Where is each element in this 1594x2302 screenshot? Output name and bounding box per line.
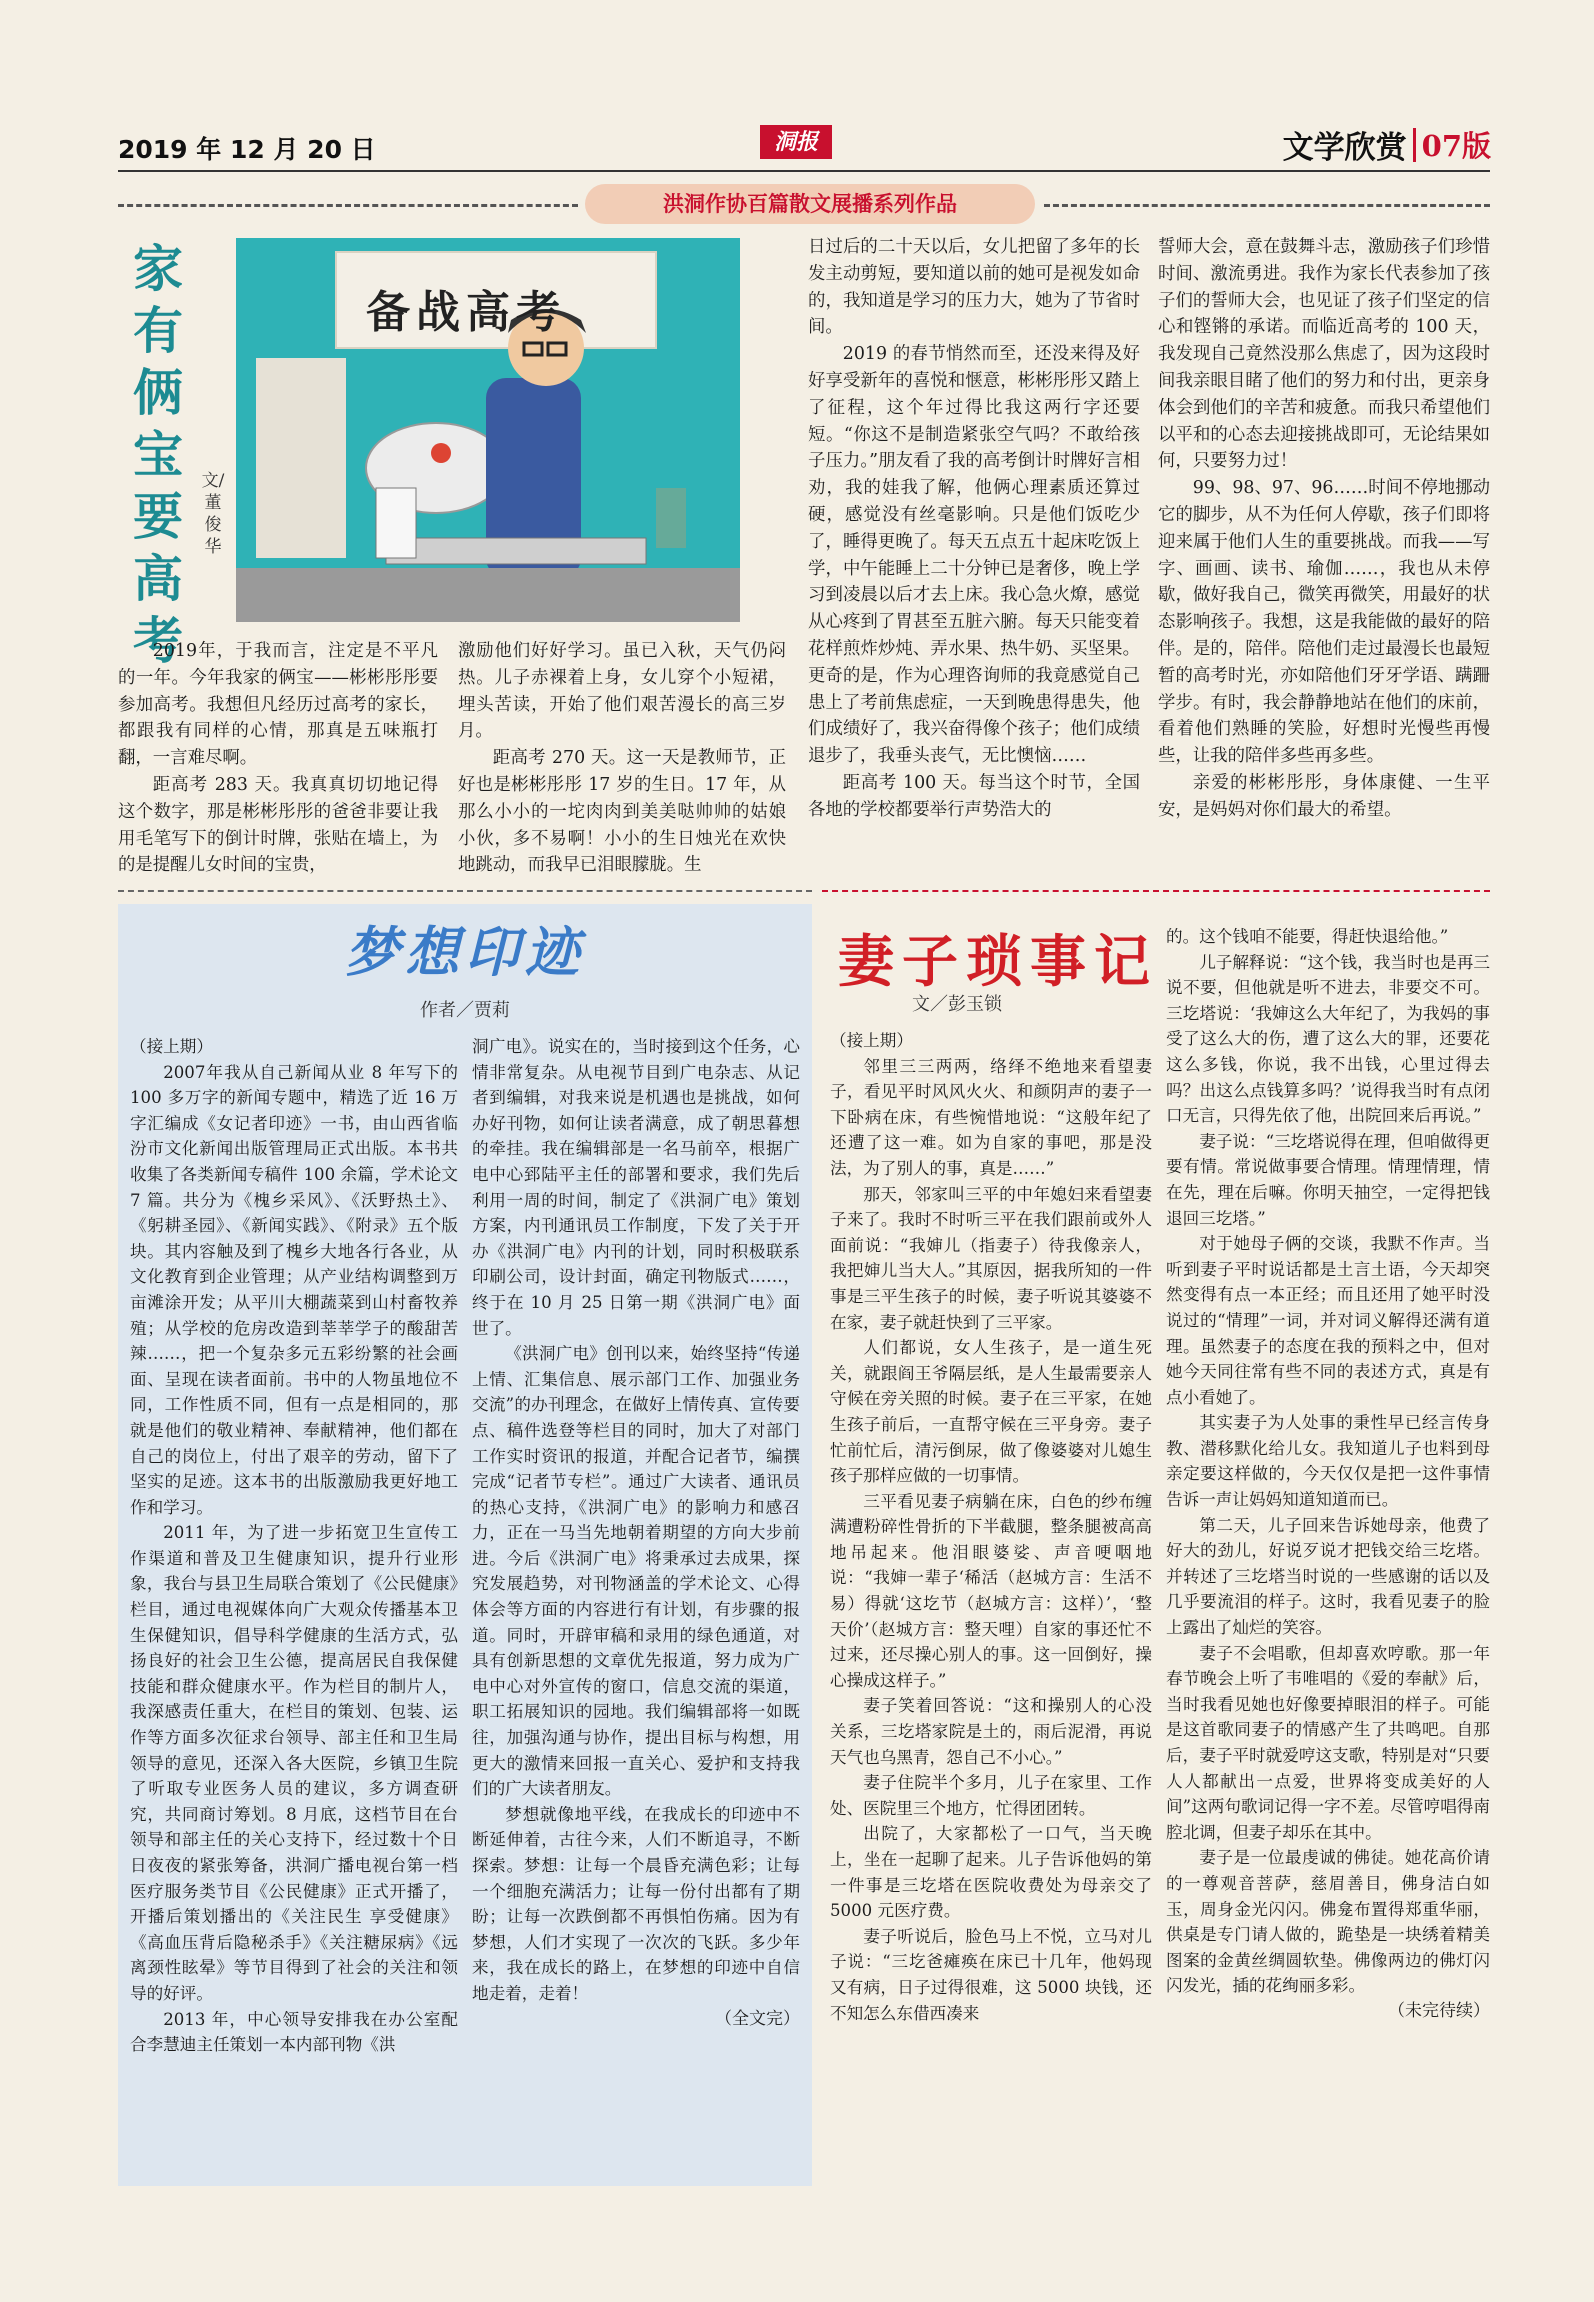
study-illustration	[236, 238, 740, 622]
section-title: 文学欣赏	[1282, 130, 1407, 166]
article1-col4	[1158, 234, 1490, 824]
paragraph: 出院了，大家都松了一口气，当天晚上，坐在一起聊了起来。儿子告诉他妈的第一件事是三圪塔在医院收费处为母亲交了 5000 元医疗费。	[830, 1824, 1152, 1921]
paragraph: 的。这个钱咱不能要，得赶快退给他。”	[1166, 927, 1449, 946]
continued-note: （接上期）	[130, 1037, 213, 1056]
article1-author: 文/董俊华	[201, 471, 225, 557]
paragraph: 亲爱的彬彬彤彤，身体康健、一生平安，是妈妈对你们最大的希望。	[1158, 772, 1490, 820]
end-note: （未完待续）	[1388, 2000, 1490, 2021]
paragraph: 三平看见妻子病躺在床，白色的纱布缠满遭粉碎性骨折的下半截腿，整条腿被高高地吊起来。他泪眼婆娑、声音哽咽地说：“我婶一辈子‘稀活（赵城方言：生活不易）得就‘这圪节（赵城方言：这样）’，‘整天价’（赵城方言：整天哩）自家的事还忙不过来，还尽操心别人的事。这一回倒好，操心操成这样子。”	[830, 1491, 1152, 1690]
section-divider	[1413, 128, 1416, 162]
article3-col2	[1166, 924, 1490, 2025]
paragraph: 妻子笑着回答说：“这和操别人的心没关系，三圪塔家院是土的，雨后泥滑，再说天气也乌黑青，怨自己不小心。”	[830, 1696, 1152, 1767]
article3-col1	[830, 1028, 1152, 2026]
paragraph: 2019 的春节悄然而至，还没来得及好好享受新年的喜悦和惬意，彬彬彤彤又踏上了征程，这个年过得比我这两行字还要短。“你这不是制造紧张空气吗？不敢给孩子压力。”朋友看了我的高考倒计时牌好言相劝，我的娃我了解，他俩心理素质还算过硬，感觉没有丝毫影响。只是他们饭吃少了，睡得更晚了。每天五点五十起床吃饭上学，中午能睡上二十分钟已是奢侈，晚上学习到凌晨以后才去上床。我心急火燎，感觉从心疼到了胃甚至五脏六腑。每天只能变着花样煎炸炒炖、弄水果、热牛奶、买坚果。更奇的是，作为心理咨询师的我竟感觉自己患上了考前焦虑症，一天到晚患得患失，他们成绩好了，我兴奋得像个孩子；他们成绩退步了，我垂头丧气，无比懊恼……	[808, 344, 1140, 767]
title-char: 高	[133, 549, 183, 608]
paragraph: 99、98、97、96……时间不停地挪动它的脚步，从不为任何人停歇，孩子们即将迎来属于他们人生的重要挑战。而我——写字、画画、读书、瑜伽……，我也从未停歇，做好我自己，微笑再微笑，用最好的状态影响孩子。我想，这是我能做的最好的陪伴。是的，陪伴。陪他们走过最漫长也最短暂的高考时光，亦如陪他们牙牙学语、蹒跚学步。有时，我会静静地站在他们的床前，看着他们熟睡的笑脸，好想时光慢些再慢些，让我的陪伴多些再多些。	[1158, 478, 1491, 767]
paragraph: 距高考 270 天。这一天是教师节，正好也是彬彬彤彤 17 岁的生日。17 年，从那么小小的一坨肉肉到美美哒帅帅的姑娘小伙，多不易啊！小小的生日烛光在欢快地跳动，而我早已泪眼朦胧。生	[458, 748, 786, 876]
article1-col2	[458, 638, 786, 879]
title-char: 宝	[133, 425, 183, 484]
paragraph: 2011 年，为了进一步拓宽卫生宣传工作渠道和普及卫生健康知识，提升行业形象，我台与县卫生局联合策划了《公民健康》栏目，通过电视媒体向广大观众传播基本卫生保健知识，倡导科学健康的生活方式，弘扬良好的社会卫生公德，提高居民自我保健技能和群众健康水平。作为栏目的制片人，我深感责任重大，在栏目的策划、包装、运作等方面多次征求台领导、部主任和卫生局领导的意见，还深入各大医院，乡镇卫生院了听取专业医务人员的建议，多方调查研究，共同商讨筹划。8 月底，这档节目在台领导和部主任的关心支持下，经过数十个日日夜夜的紧张筹备，洪洞广播电视台第一档医疗服务类节目《公民健康》正式开播了，开播后策划播出的《关注民生 享受健康》《高血压背后隐秘杀手》《关注糖尿病》《远离颈性眩晕》等节目得到了社会的关注和领导的好评。	[130, 1523, 458, 2003]
article1-col1	[118, 638, 438, 879]
series-dash-right	[1044, 204, 1490, 207]
paragraph: 人们都说，女人生孩子，是一道生死关，就跟阎王爷隔层纸，是人生最需要亲人守候在旁关照的时候。妻子在三平家，在她生孩子前后，一直帮守候在三平身旁。妻子忙前忙后，清污倒尿，做了像婆婆对儿媳生孩子那样应做的一切事情。	[830, 1338, 1152, 1486]
paragraph: 妻子说：“三圪塔说得在理，但咱做得更要有情。常说做事要合情理。情理情理，情在先，理在后嘛。你明天抽空，一定得把钱退回三圪塔。”	[1166, 1131, 1490, 1228]
article1-title	[126, 238, 190, 672]
article2-title: 梦想印迹	[345, 920, 585, 984]
header-rule	[118, 170, 1490, 172]
paragraph: 距高考 100 天。每当这个时节，全国各地的学校都要举行声势浩大的	[808, 772, 1140, 820]
paragraph: 激励他们好好学习。虽已入秋，天气仍闷热。儿子赤裸着上身，女儿穿个小短裙，埋头苦读，开始了他们艰苦漫长的高三岁月。	[458, 641, 786, 742]
title-char: 考	[133, 611, 183, 670]
series-dash-left	[118, 204, 578, 207]
paragraph: 距高考 283 天。我真真切切地记得这个数字，那是彬彬彤彤的爸爸非要让我用毛笔写下的倒计时牌，张贴在墙上，为的是提醒儿女时间的宝贵，	[118, 774, 438, 876]
series-banner: 洪洞作协百篇散文展播系列作品	[585, 184, 1035, 224]
paragraph: 誓师大会，意在鼓舞斗志，激励孩子们珍惜时间、激流勇进。我作为家长代表参加了孩子们的誓师大会，也见证了孩子们坚定的信心和铿锵的承诺。而临近高考的 100 天，我发现自己竟然没那么焦虑了，因为这段时间我亲眼目睹了他们的努力和付出，更亲身体会到他们的辛苦和疲惫。而我只希望他们以平和的心态去迎接挑战即可，无论结果如何，只要努力过！	[1158, 237, 1490, 472]
illustration-caption: 备战高考	[366, 287, 566, 338]
continued-note: （接上期）	[830, 1031, 913, 1050]
article2-col1	[130, 1034, 458, 2058]
article1-col3	[808, 234, 1140, 824]
newspaper-logo: 洞报	[760, 125, 832, 159]
title-char: 有	[133, 301, 183, 360]
paragraph: 妻子住院半个多月，儿子在家里、工作处、医院里三个地方，忙得团团转。	[830, 1773, 1152, 1818]
article-separator	[822, 890, 1490, 892]
paragraph: 邻里三三两两，络绎不绝地来看望妻子，看见平时风风火火、和颜阴声的妻子一下卧病在床，有些惋惜地说：“这般年纪了还遭了这一难。如为自家的事吧，那是没法，为了别人的事，真是……”	[830, 1056, 1152, 1178]
end-note: （全文完）	[715, 2008, 800, 2029]
paragraph: 妻子是一位最虔诚的佛徒。她花高价请的一尊观音菩萨，慈眉善目，佛身洁白如玉，周身金光闪闪。佛龛布置得郑重华丽，供桌是专门请人做的，跪垫是一块绣着精美图案的金黄丝绸圆软垫。佛像两边的佛灯闪闪发光，插的花绚丽多彩。	[1166, 1848, 1490, 1996]
paragraph: 第二天，儿子回来告诉她母亲，他费了好大的劲儿，好说歹说才把钱交给三圪塔。并转述了三圪塔当时说的一些感谢的话以及几乎要流泪的样子。这时，我看见妻子的脸上露出了灿烂的笑容。	[1166, 1515, 1490, 1638]
paragraph: 对于她母子俩的交谈，我默不作声。当听到妻子平时说话都是土言土语，今天却突然变得有点一本正经；而且还用了她平时没说过的“情理”一词，并对词义解得还满有道理。虽然妻子的态度在我的预料之中，但对她今天同往常有些不同的表述方式，真是有点小看她了。	[1166, 1234, 1490, 1407]
paragraph: 儿子解释说：“这个钱，我当时也是再三说不要，但他就是听不进去，非要交不可。三圪塔说：‘我婶这么大年纪了，为我妈的事受了这么大的伤，遭了这么大的罪，还要花这么多钱，你说，我不出钱，心里过得去吗？出这么点钱算多吗？’说得我当时有点闭口无言，只得先依了他，出院回来后再说。”	[1166, 952, 1490, 1126]
article3-title: 妻子琐事记	[838, 929, 1158, 995]
section-header	[1283, 122, 1491, 167]
article2-col2	[472, 1034, 800, 2032]
paragraph: 日过后的二十天以后，女儿把留了多年的长发主动剪短，要知道以前的她可是视发如命的，我知道是学习的压力大，她为了节省时间。	[808, 237, 1140, 338]
title-char: 要	[133, 487, 183, 546]
paragraph: 那天，邻家叫三平的中年媳妇来看望妻子来了。我时不时听三平在我们跟前或外人面前说：“我婶儿（指妻子）待我像亲人，我把婶儿当大人。”其原因，据我所知的一件事是三平生孩子的时候，妻子听说其婆婆不在家，妻子就赶快到了三平家。	[830, 1184, 1152, 1332]
paragraph: 2019年，于我而言，注定是不平凡的一年。今年我家的俩宝——彬彬彤彤要参加高考。我想但凡经历过高考的家长，都跟我有同样的心情，那真是五味瓶打翻，一言难尽啊。	[118, 641, 438, 769]
paragraph: 妻子不会唱歌，但却喜欢哼歌。那一年春节晚会上听了韦唯唱的《爱的奉献》后，当时我看见她也好像要掉眼泪的样子。可能是这首歌同妻子的情感产生了共鸣吧。自那后，妻子平时就爱哼这支歌，特别是对“只要人人都献出一点爱，世界将变成美好的人间”这两句歌词记得一字不差。尽管哼唱得南腔北调，但妻子却乐在其中。	[1166, 1643, 1490, 1842]
title-char: 俩	[133, 363, 183, 422]
paragraph: 其实妻子为人处事的秉性早已经言传身教、潜移默化给儿女。我知道儿子也料到母亲定要这样做的，今天仅仅是把一这件事情告诉一声让妈妈知道知道而已。	[1166, 1413, 1490, 1510]
title-char: 家	[133, 239, 183, 298]
paragraph: 《洪洞广电》创刊以来，始终坚持“传递上情、汇集信息、展示部门工作、加强业务交流”的办刊理念，在做好上情传真、宣传要点、稿件选登等栏目的同时，加大了对部门工作实时资讯的报道，并配合记者节，编撰完成“记者节专栏”。通过广大读者、通讯员的热心支持，《洪洞广电》的影响力和感召力，正在一马当先地朝着期望的方向大步前进。今后《洪洞广电》将秉承过去成果，探究发展趋势，对刊物涵盖的学术论文、心得体会等方面的内容进行有计划，有步骤的报道。同时，开辟审稿和录用的绿色通道，对具有创新思想的文章优先报道，努力成为广电中心对外宣传的窗口，信息交流的渠道，职工拓展知识的园地。我们编辑部将一如既往，加强沟通与协作，提出目标与构想，用更大的激情来回报一直关心、爱护和支持我们的广大读者朋友。	[472, 1344, 800, 1799]
page-number: 07版	[1421, 129, 1491, 163]
paragraph: 妻子听说后，脸色马上不悦，立马对儿子说：“三圪爸瘫痪在床已十几年，他妈现又有病，日子过得很难，这 5000 块钱，还不知怎么东借西凑来	[830, 1926, 1152, 2023]
paragraph: 2013 年，中心领导安排我在办公室配合李慧迪主任策划一本内部刊物《洪	[130, 2009, 458, 2055]
paragraph: 梦想就像地平线，在我成长的印迹中不断延伸着，古往今来，人们不断追寻，不断探索。梦想：让每一个晨昏充满色彩；让每一个细胞充满活力；让每一份付出都有了期盼；让每一次跌倒都不再惧怕伤痛。因为有梦想，人们才实现了一次次的飞跃。多少年来，我在成长的路上，在梦想的印迹中自信地走着，走着！	[472, 1804, 800, 2003]
article3-author: 文／彭玉锁	[912, 994, 1002, 1015]
article2-author: 作者／贾莉	[420, 1000, 510, 1021]
issue-date: 2019 年 12 月 20 日	[118, 135, 376, 164]
paragraph: 洞广电》。说实在的，当时接到这个任务，心情非常复杂。从电视节目到广电杂志、从记者到编辑，对我来说是机遇也是挑战，如何办好刊物，如何让读者满意，成了朝思暮想的牵挂。我在编辑部是一名马前卒，根据广电中心郅陆平主任的部署和要求，我们先后利用一周的时间，制定了《洪洞广电》策划方案，内刊通讯员工作制度，下发了关于开办《洪洞广电》内刊的计划，同时积极联系印刷公司，设计封面，确定刊物版式……，终于在 10 月 25 日第一期《洪洞广电》面世了。	[472, 1037, 800, 1338]
article-separator	[118, 890, 812, 892]
paragraph: 2007年我从自己新闻从业 8 年写下的 100 多万字的新闻专题中，精选了近 16 万字汇编成《女记者印迹》一书，由山西省临汾市文化新闻出版管理局正式出版。本书共收集了各类新闻专稿件 100 余篇，学术论文 7 篇。共分为《槐乡采风》、《沃野热土》、《躬耕圣园》、《新闻实践》、《附录》五个版块。其内容触及到了槐乡大地各行各业，从文化教育到企业管理；从产业结构调整到万亩滩涂开发；从平川大棚蔬菜到山村畜牧养殖；从学校的危房改造到莘莘学子的酸甜苦辣……，把一个复杂多元五彩纷繁的社会画面、呈现在读者面前。书中的人物虽地位不同，工作性质不同，但有一点是相同的，那就是他们的敬业精神、奉献精神，他们都在自己的岗位上，付出了艰辛的劳动，留下了坚实的足迹。这本书的出版激励我更好地工作和学习。	[130, 1062, 458, 1517]
